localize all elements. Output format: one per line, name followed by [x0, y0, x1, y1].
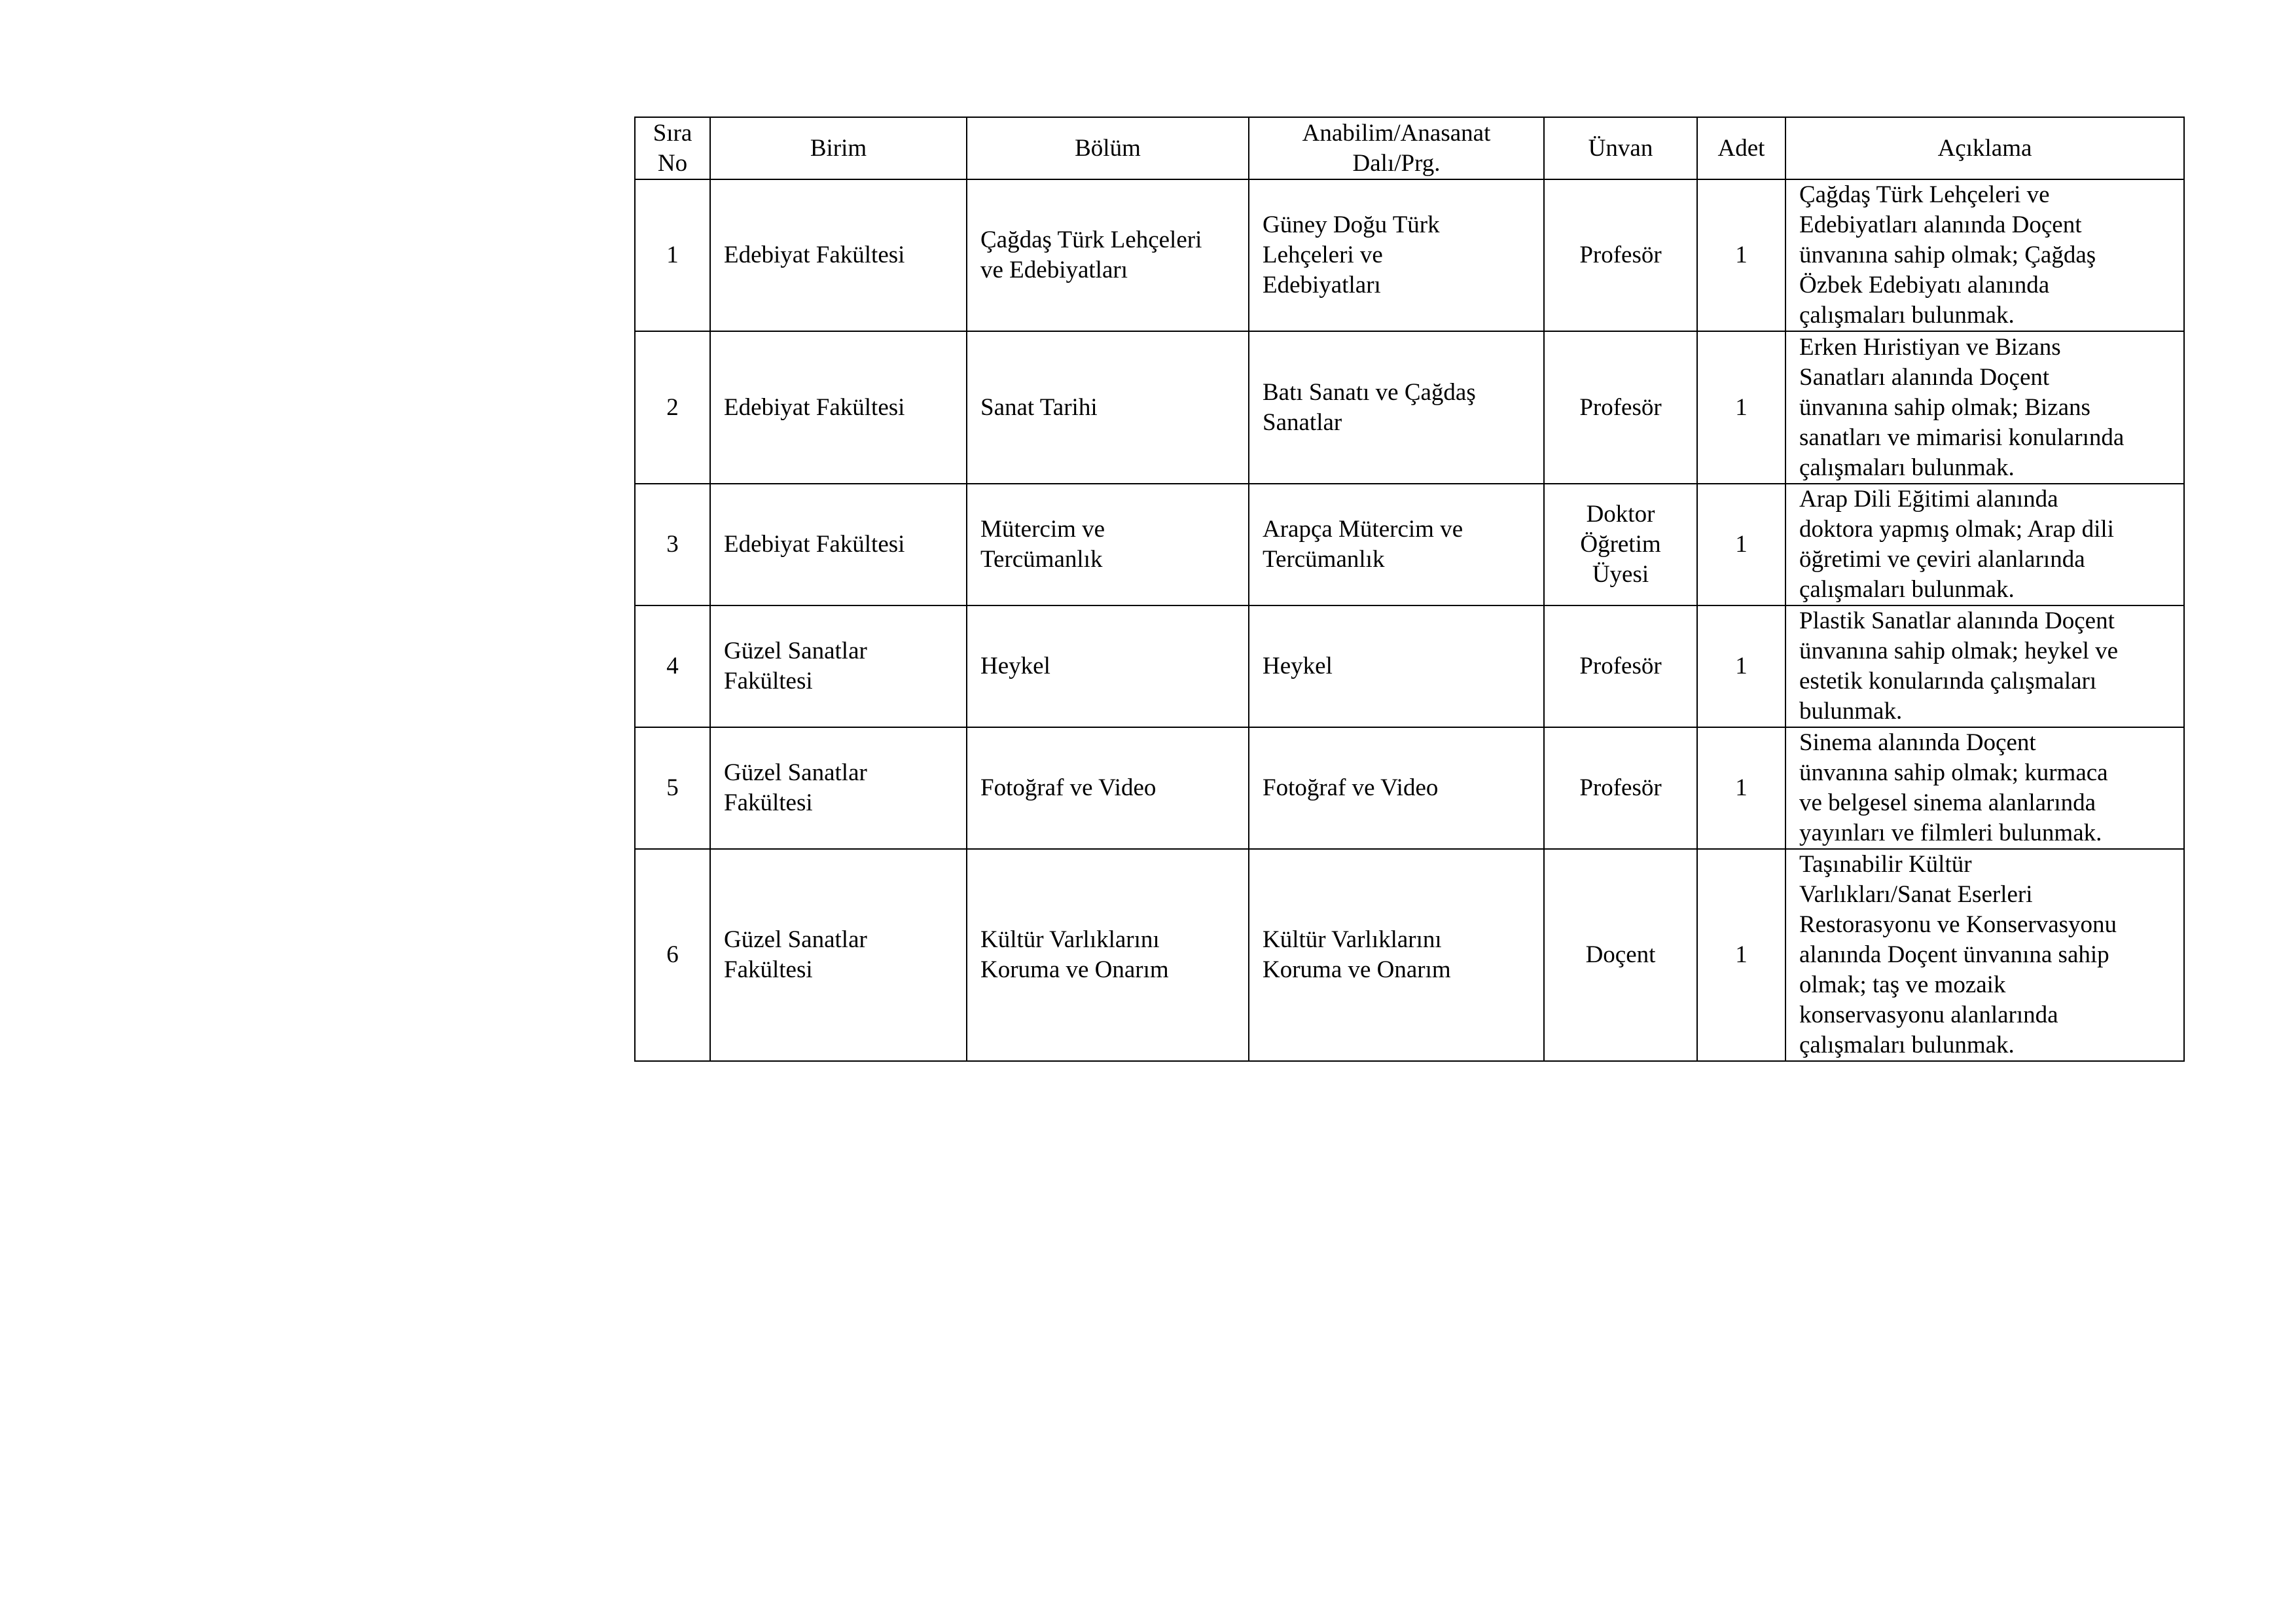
cell-aciklama-line: ünvanına sahip olmak; Çağdaş — [1799, 242, 2096, 268]
table-row — [635, 484, 2184, 605]
header-aciklama: Açıklama — [1785, 117, 2184, 179]
cell-birim — [710, 727, 967, 849]
cell-unvan — [1544, 484, 1697, 605]
cell-birim-line: Fakültesi — [724, 956, 813, 983]
cell-bolum-line: Sanat Tarihi — [980, 393, 1098, 421]
cell-unvan-line: Öğretim — [1580, 531, 1661, 558]
cell-aciklama-line: alanında Doçent ünvanına sahip — [1799, 941, 2109, 968]
cell-aciklama — [1785, 727, 2184, 849]
cell-sira-no: 6 — [635, 849, 710, 1061]
table-row — [635, 331, 2184, 484]
cell-aciklama — [1785, 484, 2184, 605]
cell-unvan-line: Profesör — [1579, 774, 1662, 801]
cell-aciklama-line: çalışmaları bulunmak. — [1799, 454, 2015, 481]
cell-birim-line: Edebiyat Fakültesi — [724, 393, 905, 421]
cell-birim — [710, 179, 967, 331]
cell-unvan-line: Profesör — [1579, 242, 1662, 268]
cell-aciklama-line: Çağdaş Türk Lehçeleri ve — [1799, 181, 2050, 208]
cell-aciklama-line: Sanatları alanında Doçent — [1799, 363, 2050, 391]
cell-birim-line: Edebiyat Fakültesi — [724, 531, 905, 558]
cell-aciklama-line: Plastik Sanatlar alanında Doçent — [1799, 607, 2115, 634]
cell-anabilim-line: Arapça Mütercim ve — [1263, 516, 1463, 543]
table-row — [635, 727, 2184, 849]
cell-aciklama — [1785, 331, 2184, 484]
cell-bolum — [967, 605, 1249, 727]
cell-aciklama-line: yayınları ve filmleri bulunmak. — [1799, 820, 2102, 846]
cell-birim-line: Fakültesi — [724, 668, 813, 695]
cell-birim-line: Güzel Sanatlar — [724, 759, 867, 786]
cell-aciklama-line: sanatları ve mimarisi konularında — [1799, 424, 2125, 451]
cell-aciklama-line: Varlıkları/Sanat Eserleri — [1799, 881, 2033, 908]
cell-anabilim — [1249, 484, 1544, 605]
cell-anabilim — [1249, 179, 1544, 331]
cell-unvan — [1544, 605, 1697, 727]
cell-bolum — [967, 179, 1249, 331]
header-birim: Birim — [710, 117, 967, 179]
header-anabilim — [1249, 117, 1544, 179]
cell-unvan-line: Üyesi — [1592, 561, 1649, 588]
cell-anabilim-line: Lehçeleri ve — [1263, 242, 1383, 268]
cell-anabilim-line: Tercümanlık — [1263, 546, 1385, 573]
cell-birim — [710, 605, 967, 727]
header-sira-no-line: No — [657, 149, 688, 177]
cell-anabilim-line: Koruma ve Onarım — [1263, 956, 1451, 983]
cell-birim — [710, 331, 967, 484]
cell-unvan-line: Profesör — [1579, 653, 1662, 679]
cell-aciklama-line: Sinema alanında Doçent — [1799, 729, 2036, 756]
cell-bolum-line: Koruma ve Onarım — [980, 956, 1169, 983]
cell-bolum — [967, 331, 1249, 484]
cell-birim — [710, 484, 967, 605]
cell-aciklama — [1785, 179, 2184, 331]
cell-adet: 1 — [1697, 331, 1785, 484]
cell-bolum — [967, 727, 1249, 849]
cell-anabilim — [1249, 605, 1544, 727]
table-body — [635, 179, 2184, 1061]
cell-aciklama-line: Arap Dili Eğitimi alanında — [1799, 486, 2058, 513]
cell-anabilim-line: Fotoğraf ve Video — [1263, 774, 1439, 801]
cell-sira-no: 5 — [635, 727, 710, 849]
cell-unvan — [1544, 179, 1697, 331]
cell-unvan-line: Doçent — [1585, 941, 1656, 968]
cell-aciklama-line: Erken Hıristiyan ve Bizans — [1799, 333, 2061, 361]
cell-unvan-line: Profesör — [1579, 393, 1662, 421]
cell-aciklama-line: ünvanına sahip olmak; kurmaca — [1799, 759, 2108, 786]
cell-adet: 1 — [1697, 179, 1785, 331]
header-anabilim-line: Dalı/Prg. — [1352, 149, 1441, 177]
cell-birim-line: Güzel Sanatlar — [724, 926, 867, 953]
cell-bolum — [967, 849, 1249, 1061]
cell-aciklama-line: doktora yapmış olmak; Arap dili — [1799, 516, 2114, 543]
cell-unvan — [1544, 331, 1697, 484]
cell-aciklama-line: olmak; taş ve mozaik — [1799, 971, 2006, 998]
cell-adet: 1 — [1697, 605, 1785, 727]
cell-anabilim-line: Güney Doğu Türk — [1263, 211, 1440, 238]
cell-anabilim-line: Edebiyatları — [1263, 272, 1381, 298]
cell-aciklama-line: ünvanına sahip olmak; Bizans — [1799, 393, 2090, 421]
cell-unvan — [1544, 727, 1697, 849]
table-header-row — [635, 117, 2184, 179]
cell-bolum-line: Fotoğraf ve Video — [980, 774, 1157, 801]
cell-aciklama-line: çalışmaları bulunmak. — [1799, 576, 2015, 603]
cell-birim-line: Güzel Sanatlar — [724, 638, 867, 664]
cell-aciklama-line: çalışmaları bulunmak. — [1799, 302, 2015, 329]
cell-aciklama-line: ve belgesel sinema alanlarında — [1799, 789, 2096, 816]
cell-bolum — [967, 484, 1249, 605]
cell-aciklama — [1785, 605, 2184, 727]
cell-bolum-line: Tercümanlık — [980, 546, 1103, 573]
header-sira-no — [635, 117, 710, 179]
cell-sira-no: 3 — [635, 484, 710, 605]
cell-sira-no: 2 — [635, 331, 710, 484]
cell-bolum-line: Mütercim ve — [980, 516, 1105, 543]
cell-aciklama-line: estetik konularında çalışmaları — [1799, 668, 2097, 695]
cell-aciklama-line: Özbek Edebiyatı alanında — [1799, 272, 2050, 298]
cell-anabilim-line: Heykel — [1263, 653, 1333, 679]
cell-adet: 1 — [1697, 727, 1785, 849]
cell-aciklama-line: Taşınabilir Kültür — [1799, 851, 1972, 878]
cell-aciklama-line: ünvanına sahip olmak; heykel ve — [1799, 638, 2119, 664]
table-row — [635, 605, 2184, 727]
cell-aciklama-line: öğretimi ve çeviri alanlarında — [1799, 546, 2085, 573]
cell-sira-no: 1 — [635, 179, 710, 331]
staff-position-table — [634, 117, 2185, 1062]
cell-unvan-line: Doktor — [1586, 501, 1655, 528]
cell-anabilim — [1249, 331, 1544, 484]
table-row — [635, 179, 2184, 331]
cell-anabilim-line: Kültür Varlıklarını — [1263, 926, 1442, 953]
cell-aciklama-line: Edebiyatları alanında Doçent — [1799, 211, 2082, 238]
cell-aciklama-line: çalışmaları bulunmak. — [1799, 1032, 2015, 1058]
header-unvan: Ünvan — [1544, 117, 1697, 179]
cell-aciklama — [1785, 849, 2184, 1061]
cell-bolum-line: ve Edebiyatları — [980, 257, 1128, 283]
cell-unvan — [1544, 849, 1697, 1061]
header-anabilim-line: Anabilim/Anasanat — [1302, 119, 1491, 147]
cell-aciklama-line: bulunmak. — [1799, 698, 1903, 725]
header-bolum: Bölüm — [967, 117, 1249, 179]
header-adet: Adet — [1697, 117, 1785, 179]
cell-sira-no: 4 — [635, 605, 710, 727]
cell-aciklama-line: Restorasyonu ve Konservasyonu — [1799, 911, 2117, 938]
cell-bolum-line: Çağdaş Türk Lehçeleri — [980, 226, 1202, 253]
cell-aciklama-line: konservasyonu alanlarında — [1799, 1001, 2058, 1028]
table-row — [635, 849, 2184, 1061]
cell-anabilim-line: Sanatlar — [1263, 408, 1342, 436]
cell-bolum-line: Heykel — [980, 653, 1050, 679]
cell-birim — [710, 849, 967, 1061]
cell-anabilim — [1249, 727, 1544, 849]
cell-birim-line: Fakültesi — [724, 789, 813, 816]
cell-adet: 1 — [1697, 849, 1785, 1061]
header-sira-no-line: Sıra — [653, 119, 692, 147]
cell-adet: 1 — [1697, 484, 1785, 605]
cell-birim-line: Edebiyat Fakültesi — [724, 242, 905, 268]
cell-bolum-line: Kültür Varlıklarını — [980, 926, 1160, 953]
cell-anabilim — [1249, 849, 1544, 1061]
cell-anabilim-line: Batı Sanatı ve Çağdaş — [1263, 378, 1476, 406]
